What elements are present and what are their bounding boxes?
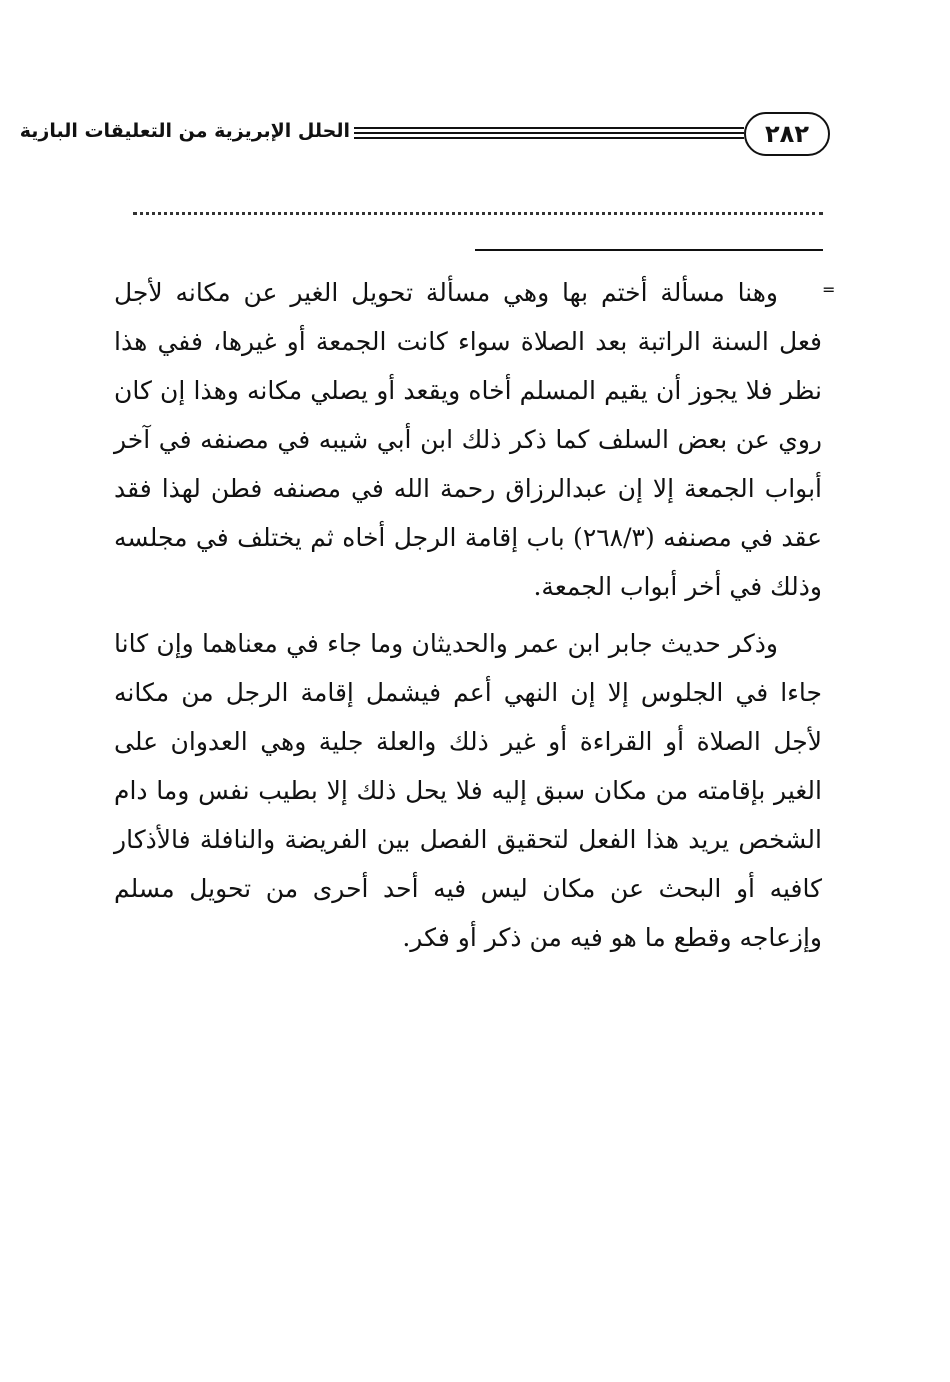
book-title: الحلل الإبريزية من التعليقات البازية <box>19 120 350 142</box>
page-header <box>19 112 830 160</box>
paragraph-2: وذكر حديث جابر ابن عمر والحديثان وما جاء في معناهما وإن كانا جاءا في الجلوس إلا إن النهي أعم فيشمل إقامة الرجل من مكانه لأجل الصلاة أو القراءة أو غير ذلك والعلة جلية وهي العدوان على الغير بإقامته من مكان سبق إليه فلا يحل ذلك إلا بطيب نفس وما دام الشخص يريد هذا الفعل لتحقيق الفصل بين الفريضة والنافلة فالأذكار كافيه أو البحث عن مكان ليس فيه أحد أحرى من تحويل مسلم وإزعاجه وقطع ما هو فيه من ذكر أو فكر. <box>114 629 822 952</box>
separator-rule <box>475 249 823 251</box>
body-text <box>114 268 822 970</box>
paragraph-1: وهنا مسألة أختم بها وهي مسألة تحويل الغير عن مكانه لأجل فعل السنة الراتبة بعد الصلاة سواء كانت الجمعة أو غيرها، ففي هذا نظر فلا يجوز أن يقيم المسلم أخاه ويقعد أو يصلي مكانه وهذا إن كان روي عن بعض السلف كما ذكر ذلك ابن أبي شيبه في مصنفه في آخر أبواب الجمعة إلا إن عبدالرزاق رحمة الله في مصنفه فطن لهذا فقد عقد في مصنفه (٢٦٨/٣) باب إقامة الرجل أخاه ثم يختلف في مجلسه وذلك في أخر أبواب الجمعة. <box>114 278 823 601</box>
page-number: ٢٨٢ <box>744 112 830 156</box>
dotted-divider <box>133 212 823 215</box>
margin-mark: = <box>822 280 836 299</box>
header-rule <box>354 127 744 139</box>
